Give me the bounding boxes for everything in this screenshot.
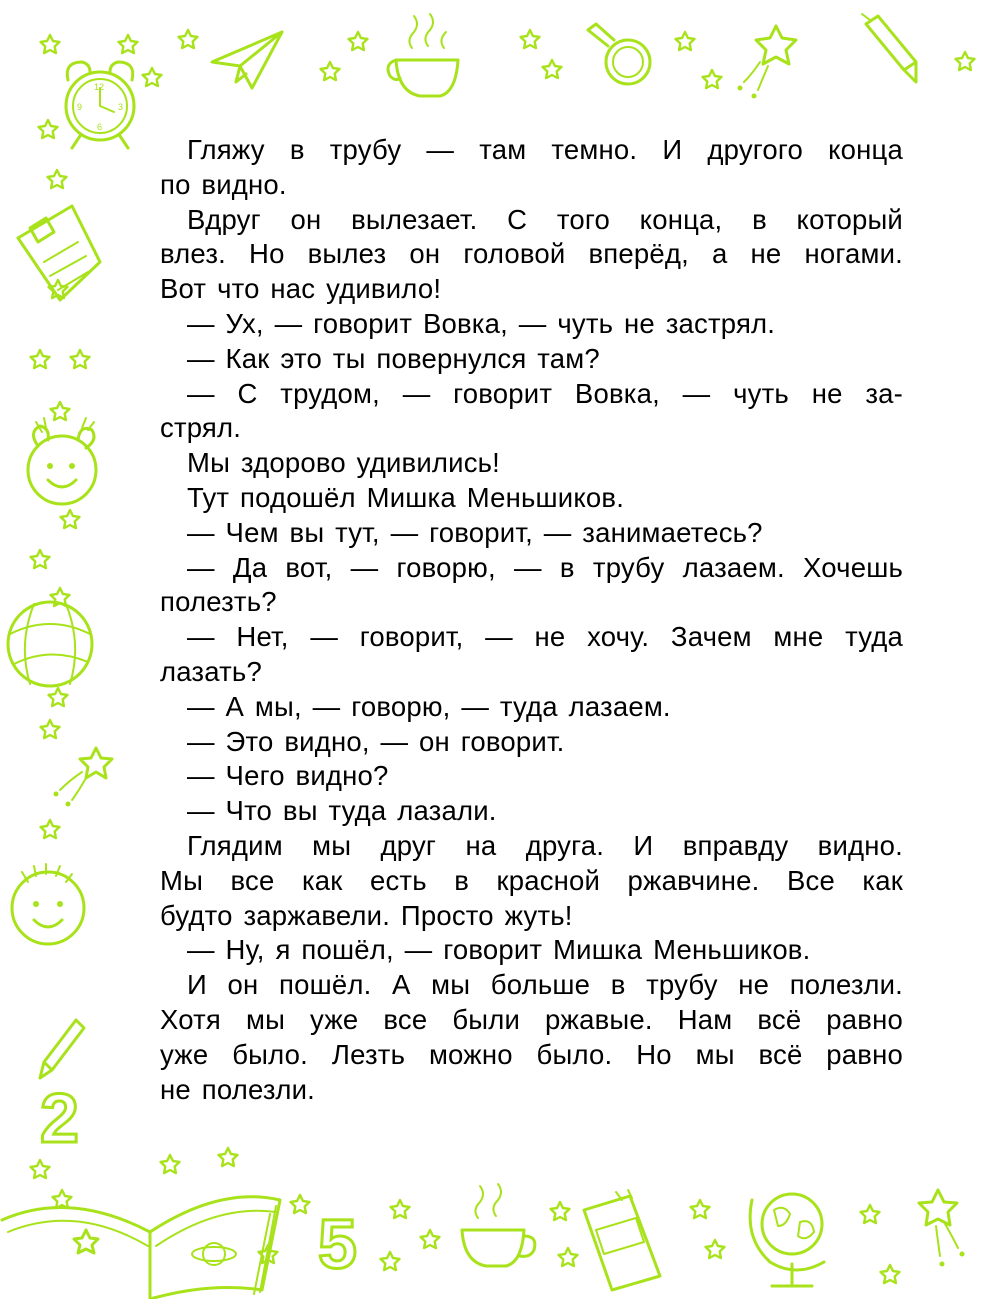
paragraph	[160, 377, 903, 447]
paragraph	[160, 446, 903, 481]
magnifier-icon	[588, 24, 650, 84]
text-line: — Чего видно?	[187, 760, 389, 792]
paragraph	[160, 307, 903, 342]
clock-numeral: 9	[77, 102, 83, 112]
basketball-icon	[8, 602, 92, 686]
paragraph	[160, 481, 903, 516]
paragraph	[160, 725, 903, 760]
alarm-clock-icon	[66, 62, 134, 148]
coffee-cup-icon	[462, 1184, 535, 1266]
pen-icon	[40, 1020, 84, 1078]
text-line: уже было. Лезть можно было. Но мы всё равно	[160, 1038, 903, 1070]
text-line: — Как это ты повернулся там?	[187, 342, 600, 374]
paragraph	[160, 620, 903, 690]
paragraph	[160, 342, 903, 377]
paragraph	[160, 690, 903, 725]
globe-icon	[750, 1194, 824, 1286]
shooting-star-icon	[54, 748, 113, 807]
paper-plane-icon	[212, 32, 282, 88]
text-line: Глядим мы друг на друга. И вправду видно.	[187, 829, 903, 861]
text-line: Вот что нас удивило!	[160, 273, 442, 305]
paragraph	[160, 551, 903, 621]
digit-five: 5	[318, 1205, 357, 1283]
paragraph	[160, 759, 903, 794]
digit-five-decoration	[318, 1205, 357, 1283]
text-line: не полезли.	[160, 1073, 315, 1105]
paragraph	[160, 933, 903, 968]
text-line: Хотя мы уже все были ржавые. Нам всё равно	[160, 1003, 903, 1035]
paragraph	[160, 968, 903, 1107]
text-line: — Да вот, — говорю, — в трубу лазаем. Хочешь	[187, 551, 903, 583]
digit-two-decoration	[40, 1079, 79, 1157]
text-line: Вдруг он вылезает. С того конца, в который	[187, 203, 903, 235]
girl-face-icon	[28, 418, 96, 504]
text-line: влез. Но вылез он головой вперёд, а не ногами.	[160, 238, 903, 270]
text-line: — Это видно, — он говорит.	[187, 725, 565, 757]
open-book-icon	[2, 1197, 280, 1299]
text-line: лазать?	[160, 655, 262, 687]
shooting-star-icon	[919, 1190, 965, 1267]
text-line: полезть?	[160, 586, 277, 618]
text-line: — А мы, — говорю, — туда лазаем.	[187, 690, 671, 722]
text-line: — С трудом, — говорит Вовка, — чуть не за-	[187, 377, 903, 409]
paragraph	[160, 829, 903, 933]
digit-two: 2	[40, 1079, 79, 1157]
text-line: Мы здорово удивились!	[187, 447, 501, 479]
paragraph	[160, 133, 903, 203]
coffee-cup-icon	[388, 14, 458, 96]
text-line: стрял.	[160, 412, 242, 444]
sticky-note-icon	[18, 206, 100, 300]
paragraph	[160, 516, 903, 551]
pen-icon	[862, 14, 916, 82]
text-line: И он пошёл. А мы больше в трубу не полезли.	[187, 969, 903, 1001]
text-line: по видно.	[160, 168, 287, 200]
text-line: — Ну, я пошёл, — говорит Мишка Меньшиков.	[187, 934, 811, 966]
text-line: Гляжу в трубу — там темно. И другого конца	[187, 134, 903, 165]
text-line: — Нет, — говорит, — не хочу. Зачем мне туда	[187, 621, 903, 653]
text-line: — Что вы туда лазали.	[187, 795, 497, 827]
text-line: — Чем вы тут, — говорит, — занимаетесь?	[187, 516, 763, 548]
paragraph	[160, 203, 903, 307]
text-line: — Ух, — говорит Вовка, — чуть не застрял.	[187, 307, 776, 339]
text-line: будто заржавели. Просто жуть!	[160, 899, 573, 931]
notebook-icon	[584, 1190, 660, 1290]
clock-numeral: 3	[118, 102, 124, 112]
text-line: Тут подошёл Мишка Меньшиков.	[187, 481, 625, 513]
story-text	[160, 133, 903, 1107]
shooting-star-icon	[738, 26, 797, 99]
text-line: Мы все как есть в красной ржавчине. Все как	[160, 864, 903, 896]
clock-numeral: 12	[94, 82, 105, 92]
paragraph	[160, 794, 903, 829]
clock-numeral: 6	[97, 122, 103, 132]
boy-face-icon	[12, 864, 84, 944]
